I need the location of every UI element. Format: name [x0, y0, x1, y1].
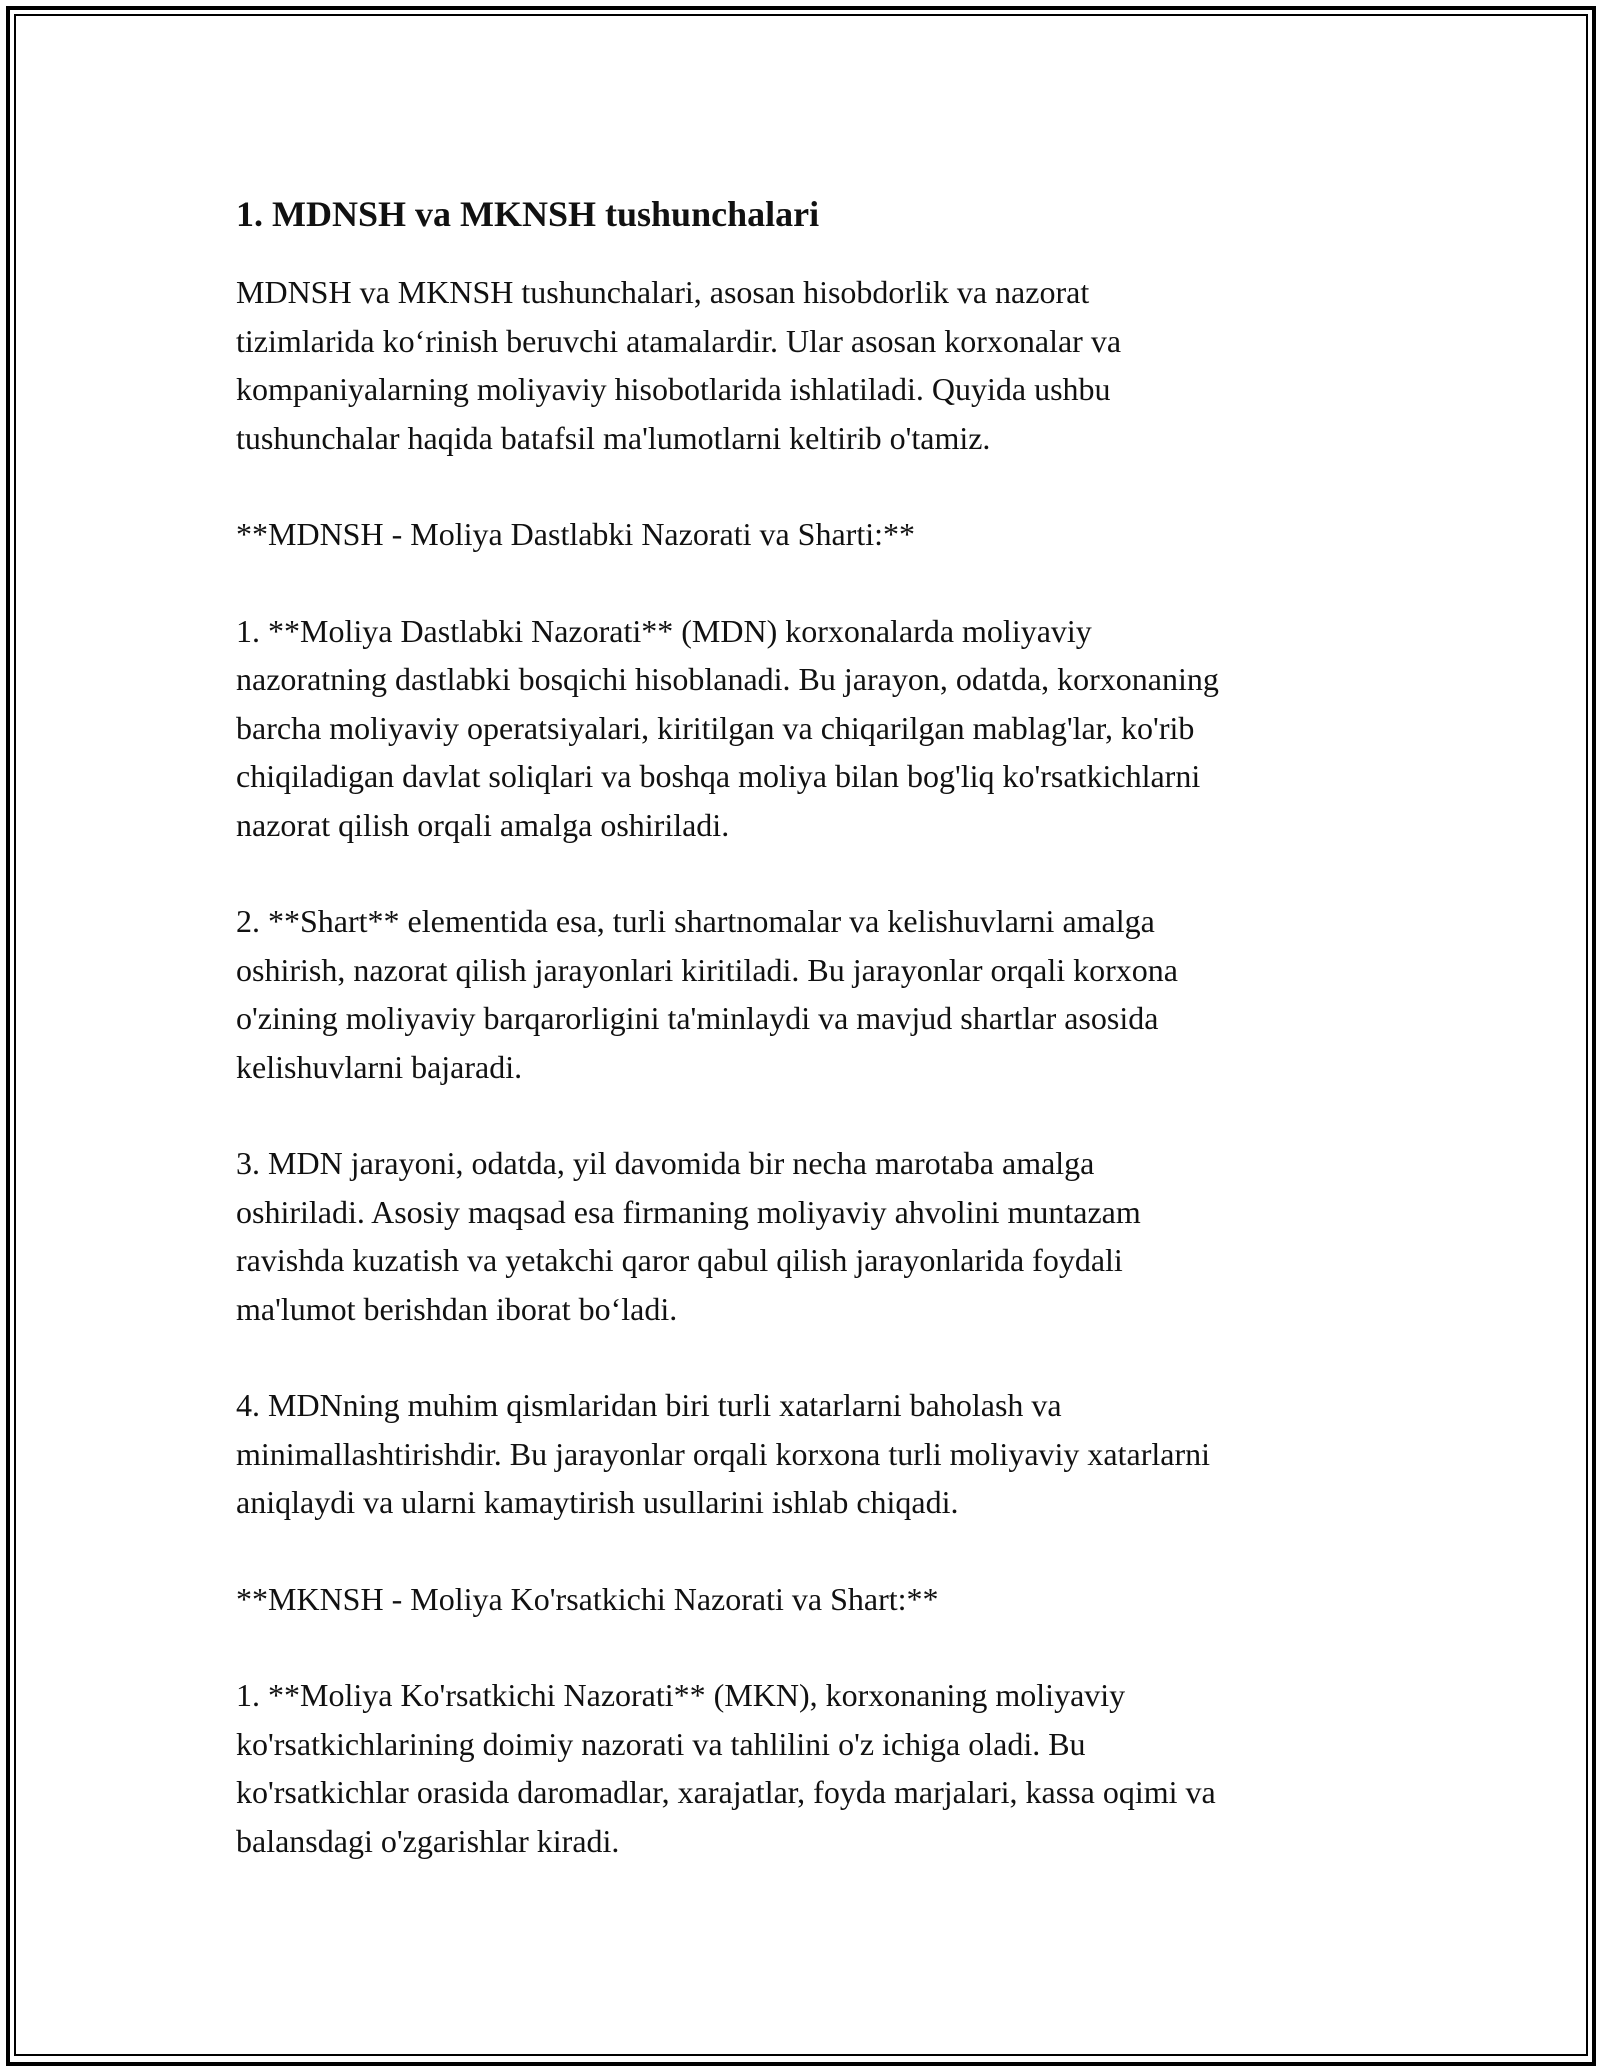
- intro-paragraph: MDNSH va MKNSH tushunchalari, asosan hisobdorlik va nazorat tizimlarida ko‘rinish beruvchi atamalardir. Ular asosan korxonalar va kompaniyalarning moliyaviy hisobotlarida ishlatiladi. Quyida ushbu tushunchalar haqida batafsil ma'lumotlarni keltirib o'tamiz.: [236, 274, 1122, 456]
- mdnsh-point-3: 3. MDN jarayoni, odatda, yil davomida bir necha marotaba amalga oshiriladi. Asosiy maqsad esa firmaning moliyaviy ahvolini muntazam ravishda kuzatish va yetakchi qaror qabul qilish jarayonlarida foydali ma'lumot berishdan iborat bo‘ladi.: [236, 1145, 1141, 1327]
- mdnsh-point-2: 2. **Shart** elementida esa, turli shartnomalar va kelishuvlarni amalga oshirish, nazorat qilish jarayonlari kiritiladi. Bu jarayonlar orqali korxona o'zining moliyaviy barqarorligini ta'minlaydi va mavjud shartlar asosida kelishuvlarni bajaradi.: [236, 903, 1178, 1085]
- section-heading: 1. MDNSH va MKNSH tushunchalari: [236, 194, 820, 234]
- document-body: [236, 182, 1366, 1913]
- mdnsh-point-4: 4. MDNning muhim qismlaridan biri turli xatarlarni baholash va minimallashtirishdir. Bu jarayonlar orqali korxona turli moliyaviy xatarlarni aniqlaydi va ularni kamaytirish usullarini ishlab chiqadi.: [236, 1387, 1210, 1520]
- mdnsh-subheading: **MDNSH - Moliya Dastlabki Nazorati va Sharti:**: [236, 516, 915, 552]
- mdnsh-point-1: 1. **Moliya Dastlabki Nazorati** (MDN) korxonalarda moliyaviy nazoratning dastlabki bosqichi hisoblanadi. Bu jarayon, odatda, korxonaning barcha moliyaviy operatsiyalari, kiritilgan va chiqarilgan mablag'lar, ko'rib chiqiladigan davlat soliqlari va boshqa moliya bilan bog'liq ko'rsatkichlarni nazorat qilish orqali amalga oshiriladi.: [236, 612, 1219, 843]
- mknsh-subheading: **MKNSH - Moliya Ko'rsatkichi Nazorati va Shart:**: [236, 1580, 939, 1617]
- mknsh-point-1: 1. **Moliya Ko'rsatkichi Nazorati** (MKN), korxonaning moliyaviy ko'rsatkichlarining doimiy nazorati va tahlilini o'z ichiga oladi. Bu ko'rsatkichlar orasida daromadlar, xarajatlar, foyda marjalari, kassa oqimi va balansdagi o'zgarishlar kiradi.: [236, 1677, 1216, 1859]
